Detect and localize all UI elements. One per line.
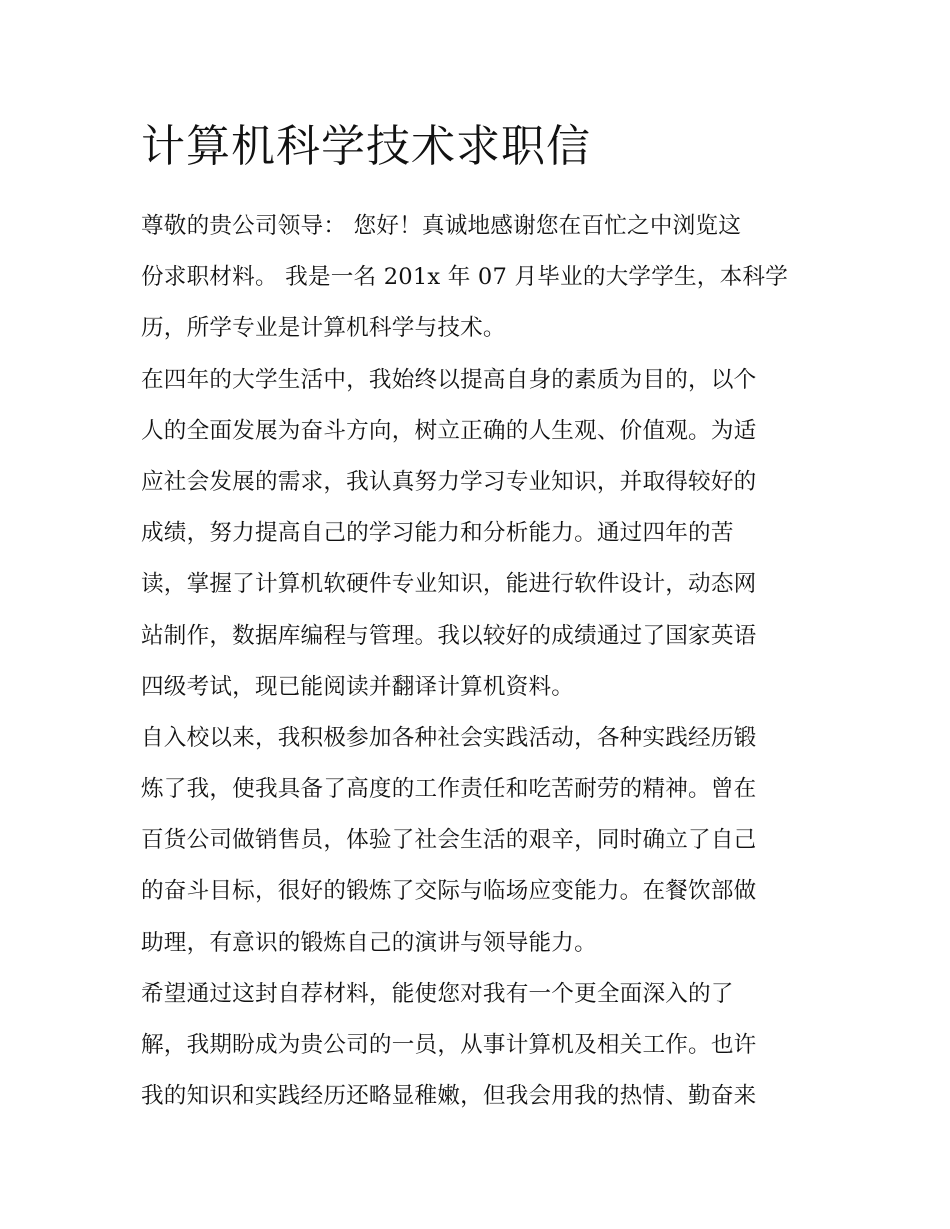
text-line: 希望通过这封自荐材料，能使您对我有一个更全面深入的了 xyxy=(141,980,734,1007)
text-line: 尊敬的贵公司领导： 您好！真诚地感谢您在百忙之中浏览这 xyxy=(141,213,742,239)
text-line: 人的全面发展为奋斗方向，树立正确的人生观、价值观。为适 xyxy=(141,417,757,444)
text-line: 炼了我，使我具备了高度的工作责任和吃苦耐劳的精神。曾在 xyxy=(141,776,757,803)
text-line: 四级考试，现已能阅读并翻译计算机资料。 xyxy=(141,673,575,700)
paragraph-practice xyxy=(141,713,813,969)
text-line: 解，我期盼成为贵公司的一员，从事计算机及相关工作。也许 xyxy=(141,1032,757,1058)
text-line: 助理，有意识的锻炼自己的演讲与领导能力。 xyxy=(141,929,597,956)
paragraph-greeting xyxy=(141,201,813,355)
text-line: 百货公司做销售员，体验了社会生活的艰辛，同时确立了自己 xyxy=(141,827,757,854)
paragraph-closing xyxy=(141,969,813,1123)
text-line: 自入校以来，我积极参加各种社会实践活动，各种实践经历锻 xyxy=(141,724,757,751)
text-line: 应社会发展的需求，我认真努力学习专业知识，并取得较好的 xyxy=(141,468,757,495)
text-line: 站制作，数据库编程与管理。我以较好的成绩通过了国家英语 xyxy=(141,622,757,649)
document-page xyxy=(141,115,813,1122)
text-line: 份求职材料。 我是一名 201x 年 07 月毕业的大学学生，本科学 xyxy=(141,264,788,291)
text-line: 在四年的大学生活中，我始终以提高自身的素质为目的，以个 xyxy=(141,366,757,393)
document-title: 计算机科学技术求职信 xyxy=(141,121,591,172)
text-line: 历，所学专业是计算机科学与技术。 xyxy=(141,315,506,342)
paragraph-study xyxy=(141,355,813,713)
text-line: 成绩，努力提高自己的学习能力和分析能力。通过四年的苦 xyxy=(141,520,734,547)
text-line: 读，掌握了计算机软硬件专业知识，能进行软件设计，动态网 xyxy=(141,571,757,598)
text-line: 的奋斗目标，很好的锻炼了交际与临场应变能力。在餐饮部做 xyxy=(141,878,757,905)
text-line: 我的知识和实践经历还略显稚嫩，但我会用我的热情、勤奋来 xyxy=(141,1083,757,1110)
